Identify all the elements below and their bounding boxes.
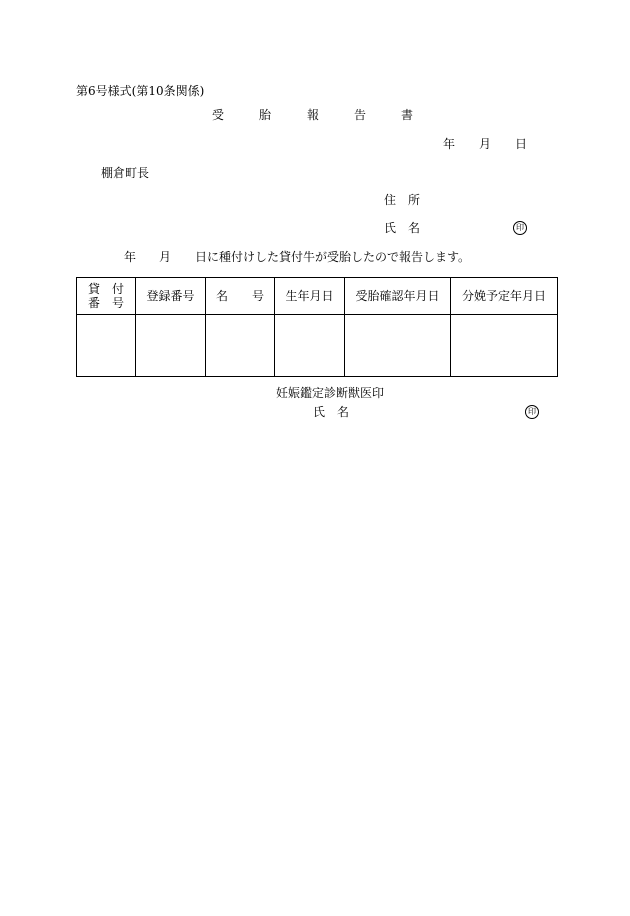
cell-due-date[interactable] [451,315,558,377]
header-conception-date: 受胎確認年月日 [345,278,451,315]
title-char: 報 [307,108,320,122]
date-day: 日 [515,137,528,151]
title-char: 告 [354,108,367,122]
statement-year: 年 [124,250,137,264]
header-loan-number [77,278,136,315]
vet-title: 妊娠鑑定診断獣医印 [276,386,385,400]
title-char: 胎 [259,108,272,122]
date-month: 月 [479,137,492,151]
date-year: 年 [443,137,456,151]
header-loan-number-line2: 番 号 [87,296,124,310]
header-due-date: 分娩予定年月日 [451,278,558,315]
applicant-address-label: 住 所 [384,193,421,207]
header-registration-number: 登録番号 [136,278,206,315]
cell-birth-date[interactable] [275,315,345,377]
applicant-name-label: 氏 名 [384,221,421,235]
table-header-row [77,278,558,315]
cell-name[interactable] [206,315,275,377]
report-table [76,277,558,377]
header-loan-number-line1: 貸 付 [87,282,124,296]
statement-text: 日に種付けした貸付牛が受胎したので報告します。 [195,250,471,264]
cell-loan-number[interactable] [77,315,136,377]
form-number: 第6号様式(第10条関係) [76,84,205,98]
addressee: 棚倉町長 [101,166,150,180]
vet-name-label: 氏 名 [313,405,350,419]
header-name: 名 号 [206,278,275,315]
vet-seal-icon: 印 [525,405,539,419]
statement-month: 月 [159,250,172,264]
cell-registration-number[interactable] [136,315,206,377]
title-char: 受 [212,108,225,122]
cell-conception-date[interactable] [345,315,451,377]
applicant-seal-icon: 印 [513,221,527,235]
table-row [77,315,558,377]
header-birth-date: 生年月日 [275,278,345,315]
title-char: 書 [401,108,414,122]
